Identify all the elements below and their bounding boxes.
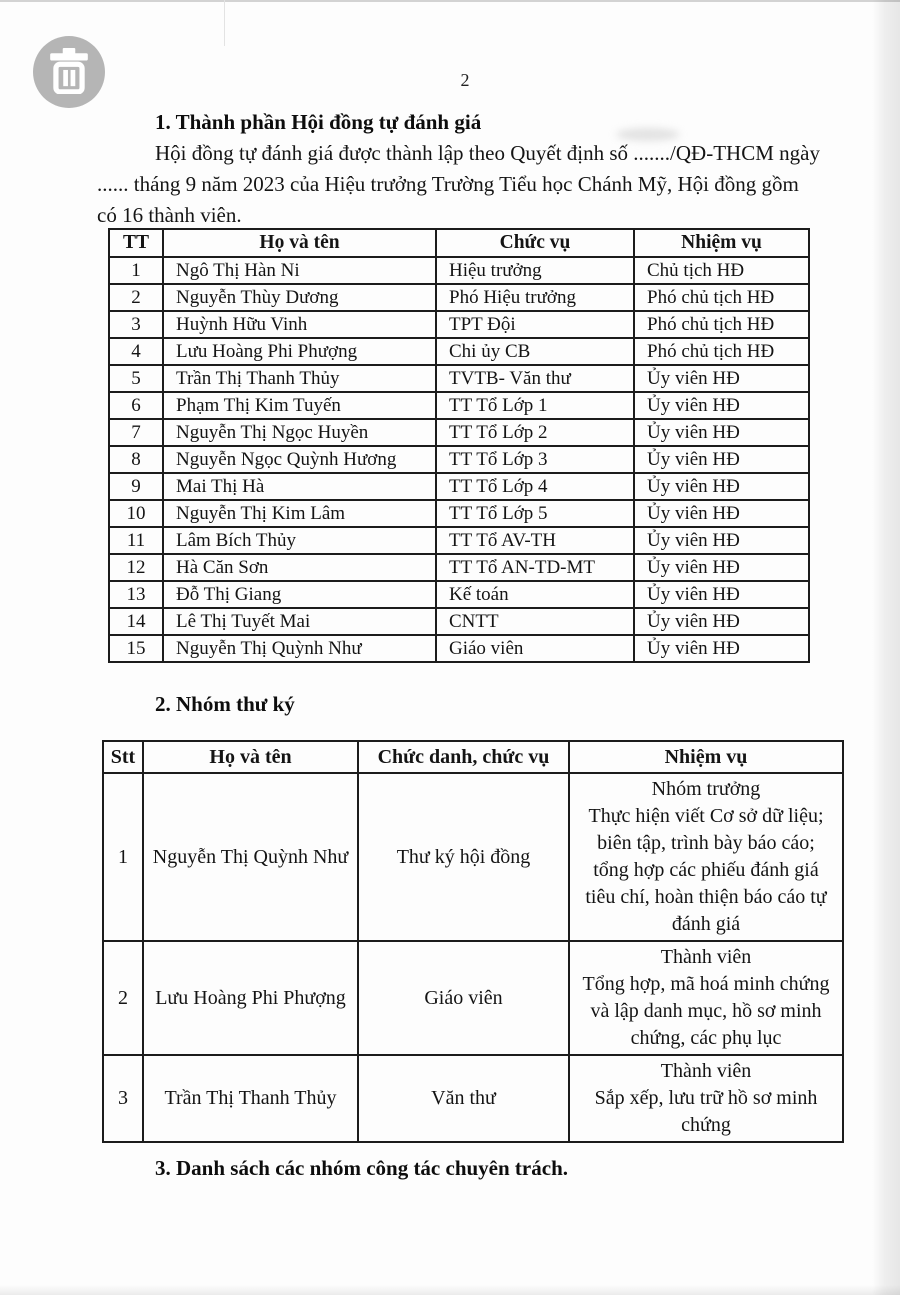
tt-cell: 9 xyxy=(109,473,163,500)
duty-cell: Phó chủ tịch HĐ xyxy=(634,338,809,365)
delete-page-button[interactable] xyxy=(33,36,105,108)
tt-cell: 6 xyxy=(109,392,163,419)
position-cell: TT Tổ AN-TD-MT xyxy=(436,554,634,581)
position-cell: TT Tổ Lớp 5 xyxy=(436,500,634,527)
name-cell: Trần Thị Thanh Thủy xyxy=(143,1055,358,1142)
table-row xyxy=(109,257,809,284)
tt-cell: 10 xyxy=(109,500,163,527)
col-header-name: Họ và tên xyxy=(143,741,358,773)
council-members-table xyxy=(108,228,810,663)
stt-cell: 2 xyxy=(103,941,143,1055)
name-cell: Mai Thị Hà xyxy=(163,473,436,500)
table-row xyxy=(109,392,809,419)
scan-edge-right xyxy=(872,0,900,1295)
tt-cell: 12 xyxy=(109,554,163,581)
name-cell: Đỗ Thị Giang xyxy=(163,581,436,608)
duty-cell: Phó chủ tịch HĐ xyxy=(634,311,809,338)
table-row xyxy=(109,284,809,311)
position-cell: TT Tổ Lớp 1 xyxy=(436,392,634,419)
paragraph-line: có 16 thành viên. xyxy=(97,203,242,227)
col-header-stt: Stt xyxy=(103,741,143,773)
section3-heading: 3. Danh sách các nhóm công tác chuyên trách. xyxy=(155,1156,568,1180)
position-cell: CNTT xyxy=(436,608,634,635)
name-cell: Nguyễn Thị Ngọc Huyền xyxy=(163,419,436,446)
table-row xyxy=(109,500,809,527)
name-cell: Phạm Thị Kim Tuyến xyxy=(163,392,436,419)
position-cell: TT Tổ Lớp 4 xyxy=(436,473,634,500)
title-cell: Giáo viên xyxy=(358,941,569,1055)
tt-cell: 4 xyxy=(109,338,163,365)
table-row xyxy=(109,635,809,662)
secretary-group-table xyxy=(102,740,844,1143)
table-row xyxy=(109,311,809,338)
duty-cell: Ủy viên HĐ xyxy=(634,419,809,446)
table-header-row xyxy=(103,741,843,773)
col-header-tt: TT xyxy=(109,229,163,257)
paragraph-line: Hội đồng tự đánh giá được thành lập theo Quyết định số ......./QĐ-THCM ngày xyxy=(155,141,820,165)
table-row xyxy=(109,554,809,581)
duty-description: Tổng hợp, mã hoá minh chứng và lập danh mục, hồ sơ minh chứng, các phụ lục xyxy=(582,973,830,1049)
name-cell: Nguyễn Thị Quỳnh Như xyxy=(143,773,358,941)
scan-crease xyxy=(224,0,225,46)
duty-cell: Phó chủ tịch HĐ xyxy=(634,284,809,311)
position-cell: TVTB- Văn thư xyxy=(436,365,634,392)
duty-role: Nhóm trưởng xyxy=(651,778,761,800)
position-cell: Phó Hiệu trưởng xyxy=(436,284,634,311)
table-row xyxy=(103,1055,843,1142)
name-cell: Huỳnh Hữu Vinh xyxy=(163,311,436,338)
duty-cell: Ủy viên HĐ xyxy=(634,473,809,500)
title-cell: Văn thư xyxy=(358,1055,569,1142)
position-cell: Chi ủy CB xyxy=(436,338,634,365)
tt-cell: 11 xyxy=(109,527,163,554)
col-header-title: Chức danh, chức vụ xyxy=(358,741,569,773)
position-cell: Kế toán xyxy=(436,581,634,608)
position-cell: Giáo viên xyxy=(436,635,634,662)
name-cell: Trần Thị Thanh Thủy xyxy=(163,365,436,392)
duty-cell xyxy=(569,1055,843,1142)
section1-heading: 1. Thành phần Hội đồng tự đánh giá xyxy=(155,110,482,134)
tt-cell: 3 xyxy=(109,311,163,338)
duty-cell: Chủ tịch HĐ xyxy=(634,257,809,284)
table-row xyxy=(109,419,809,446)
position-cell: TT Tổ Lớp 3 xyxy=(436,446,634,473)
duty-cell: Ủy viên HĐ xyxy=(634,500,809,527)
position-cell: TT Tổ AV-TH xyxy=(436,527,634,554)
page-number: 2 xyxy=(460,70,470,90)
position-cell: TPT Đội xyxy=(436,311,634,338)
tt-cell: 8 xyxy=(109,446,163,473)
scan-edge-bottom xyxy=(0,1285,900,1295)
table-row xyxy=(103,773,843,941)
duty-cell xyxy=(569,941,843,1055)
position-cell: Hiệu trưởng xyxy=(436,257,634,284)
title-cell: Thư ký hội đồng xyxy=(358,773,569,941)
table-row xyxy=(109,608,809,635)
table-row xyxy=(103,941,843,1055)
intro-paragraph xyxy=(97,138,867,231)
duty-role: Thành viên xyxy=(660,946,752,968)
tt-cell: 1 xyxy=(109,257,163,284)
name-cell: Lưu Hoàng Phi Phượng xyxy=(163,338,436,365)
tt-cell: 15 xyxy=(109,635,163,662)
name-cell: Nguyễn Thị Quỳnh Như xyxy=(163,635,436,662)
tt-cell: 14 xyxy=(109,608,163,635)
name-cell: Hà Căn Sơn xyxy=(163,554,436,581)
duty-cell: Ủy viên HĐ xyxy=(634,608,809,635)
tt-cell: 13 xyxy=(109,581,163,608)
tt-cell: 2 xyxy=(109,284,163,311)
tt-cell: 5 xyxy=(109,365,163,392)
duty-description: Sắp xếp, lưu trữ hồ sơ minh chứng xyxy=(594,1087,818,1136)
duty-cell: Ủy viên HĐ xyxy=(634,365,809,392)
duty-cell: Ủy viên HĐ xyxy=(634,392,809,419)
col-header-duty: Nhiệm vụ xyxy=(569,741,843,773)
col-header-duty: Nhiệm vụ xyxy=(634,229,809,257)
name-cell: Lâm Bích Thủy xyxy=(163,527,436,554)
duty-cell xyxy=(569,773,843,941)
duty-cell: Ủy viên HĐ xyxy=(634,581,809,608)
name-cell: Lê Thị Tuyết Mai xyxy=(163,608,436,635)
table-row xyxy=(109,473,809,500)
name-cell: Nguyễn Ngọc Quỳnh Hương xyxy=(163,446,436,473)
name-cell: Ngô Thị Hàn Ni xyxy=(163,257,436,284)
paragraph-line: ...... tháng 9 năm 2023 của Hiệu trưởng Trường Tiểu học Chánh Mỹ, Hội đồng gồm xyxy=(97,172,799,196)
table-row xyxy=(109,446,809,473)
duty-cell: Ủy viên HĐ xyxy=(634,635,809,662)
duty-role: Thành viên xyxy=(660,1060,752,1082)
position-cell: TT Tổ Lớp 2 xyxy=(436,419,634,446)
col-header-position: Chức vụ xyxy=(436,229,634,257)
name-cell: Nguyễn Thị Kim Lâm xyxy=(163,500,436,527)
table-row xyxy=(109,365,809,392)
trash-icon xyxy=(49,48,89,97)
duty-description: Thực hiện viết Cơ sở dữ liệu; biên tập, trình bày báo cáo; tổng hợp các phiếu đánh giá tiêu chí, hoàn thiện báo cáo tự đánh giá xyxy=(585,805,827,935)
col-header-name: Họ và tên xyxy=(163,229,436,257)
stt-cell: 1 xyxy=(103,773,143,941)
duty-cell: Ủy viên HĐ xyxy=(634,527,809,554)
table-row xyxy=(109,338,809,365)
name-cell: Lưu Hoàng Phi Phượng xyxy=(143,941,358,1055)
tt-cell: 7 xyxy=(109,419,163,446)
duty-cell: Ủy viên HĐ xyxy=(634,446,809,473)
scan-edge-top xyxy=(0,0,900,2)
stt-cell: 3 xyxy=(103,1055,143,1142)
section2-heading: 2. Nhóm thư ký xyxy=(155,692,295,716)
table-header-row xyxy=(109,229,809,257)
duty-cell: Ủy viên HĐ xyxy=(634,554,809,581)
table-row xyxy=(109,581,809,608)
table-row xyxy=(109,527,809,554)
name-cell: Nguyễn Thùy Dương xyxy=(163,284,436,311)
